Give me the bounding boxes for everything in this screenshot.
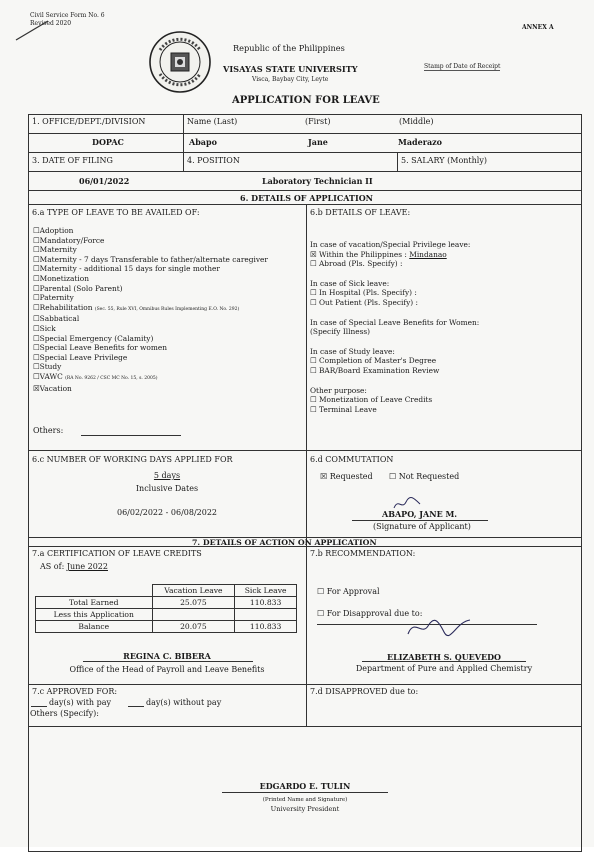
- certifier-office: Office of the Head of Payroll and Leave Benefits: [69, 665, 265, 674]
- leave-type-option[interactable]: ☐Sabbatical: [33, 314, 80, 324]
- leave-type-option-vacation[interactable]: ☒Vacation: [33, 383, 72, 393]
- leave-type-option[interactable]: ☐Special Emergency (Calamity): [33, 333, 154, 343]
- section-6-title: 6. DETAILS OF APPLICATION: [240, 193, 373, 203]
- table-row: Balance 20.075 110.833: [36, 621, 297, 633]
- leave-type-option[interactable]: ☐Monetization: [33, 273, 89, 283]
- monetization-option[interactable]: ☐ Monetization of Leave Credits: [310, 395, 433, 405]
- details-of-leave-label: 6.b DETAILS OF LEAVE:: [310, 208, 411, 217]
- disapproved-label: 7.d DISAPPROVED due to:: [310, 687, 419, 696]
- without-pay-input[interactable]: [128, 706, 144, 707]
- others-input-line[interactable]: [81, 435, 181, 436]
- with-pay-label: day(s) with pay: [49, 698, 112, 707]
- table-row: Total Earned 25.075 110.833: [36, 597, 297, 609]
- name-first-label: (First): [305, 117, 331, 126]
- within-philippines-option[interactable]: ☒ Within the Philippines : Mindanao: [310, 249, 447, 259]
- women-case-label: In case of Special Leave Benefits for Women:: [310, 317, 480, 327]
- working-days-value: 5 days: [153, 471, 181, 480]
- date-of-filing-label: 3. DATE OF FILING: [32, 156, 113, 165]
- table-row: Less this Application: [36, 609, 297, 621]
- with-pay-input[interactable]: [31, 706, 47, 707]
- position-value: Laboratory Technician II: [262, 176, 373, 186]
- bar-review-option[interactable]: ☐ BAR/Board Examination Review: [310, 365, 440, 375]
- applicant-name: ABAPO, JANE M.: [382, 509, 458, 519]
- terminal-leave-option[interactable]: ☐ Terminal Leave: [310, 404, 377, 414]
- leave-type-option[interactable]: ☐Paternity: [33, 293, 74, 303]
- leave-type-option[interactable]: ☐Study: [33, 362, 62, 372]
- president-title: University President: [270, 805, 340, 813]
- office-label: 1. OFFICE/DEPT./DIVISION: [32, 117, 146, 126]
- salary-label: 5. SALARY (Monthly): [401, 156, 487, 165]
- others-label: Others:: [33, 426, 64, 435]
- leave-type-option[interactable]: ☐Parental (Solo Parent): [33, 283, 123, 293]
- sick-case-label: In case of Sick leave:: [310, 278, 390, 288]
- president-caption: (Printed Name and Signature): [262, 797, 348, 803]
- recommender-name: ELIZABETH S. QUEVEDO: [387, 652, 501, 662]
- leave-credits-table: [35, 584, 297, 633]
- last-name-value: Abapo: [189, 137, 217, 147]
- col-sick-header: Sick Leave: [235, 585, 297, 597]
- leave-type-option[interactable]: ☐Mandatory/Force: [33, 235, 105, 245]
- leave-type-option-rehabilitation[interactable]: ☐Rehabilitation (Sec. 55, Rule XVI, Omnibus Rules Implementing E.O. No. 292): [33, 302, 240, 312]
- recommendation-label: 7.b RECOMMENDATION:: [310, 549, 416, 558]
- leave-type-list: [33, 226, 268, 393]
- working-days-label: 6.c NUMBER OF WORKING DAYS APPLIED FOR: [32, 455, 233, 464]
- leave-type-option[interactable]: ☐Maternity - 7 days Transferable to father/alternate caregiver: [33, 254, 268, 264]
- approved-for-label: 7.c APPROVED FOR:: [32, 687, 118, 696]
- form-revision: Revised 2020: [30, 20, 72, 27]
- commutation-requested[interactable]: ☒ Requested: [320, 472, 373, 481]
- certification-label: 7.a CERTIFICATION OF LEAVE CREDITS: [32, 549, 202, 558]
- as-of-value: June 2022: [66, 562, 108, 571]
- university-name: VISAYAS STATE UNIVERSITY: [223, 64, 358, 74]
- commutation-label: 6.d COMMUTATION: [310, 455, 394, 464]
- inclusive-dates-label: Inclusive Dates: [135, 484, 199, 493]
- section-7-title: 7. DETAILS OF ACTION ON APPLICATION: [192, 538, 377, 547]
- empty-corner-cell: [36, 585, 153, 597]
- leave-type-option-vawc[interactable]: ☐VAWC (RA No. 9262 / CSC MC No. 15, s. 2005): [33, 371, 158, 381]
- others-specify-label: Others (Specify):: [30, 709, 99, 718]
- republic-line: Republic of the Philippines: [233, 43, 345, 53]
- president-name: EDGARDO E. TULIN: [259, 781, 351, 791]
- leave-type-option[interactable]: ☐Adoption: [33, 226, 74, 235]
- university-seal-icon: [148, 30, 212, 94]
- leave-type-option[interactable]: ☐Sick: [33, 323, 56, 333]
- recommender-department: Department of Pure and Applied Chemistry: [355, 664, 533, 673]
- leave-type-option[interactable]: ☐Maternity: [33, 245, 77, 255]
- as-of-label: AS of: June 2022: [40, 562, 108, 571]
- first-name-value: Jane: [308, 137, 328, 147]
- date-of-filing-value: 06/01/2022: [79, 176, 130, 186]
- leave-type-option[interactable]: ☐Special Leave Benefits for women: [33, 343, 167, 353]
- form-frame: [28, 114, 582, 852]
- form-number: Civil Service Form No. 6: [30, 12, 105, 19]
- for-approval-option[interactable]: ☐ For Approval: [317, 587, 380, 596]
- name-middle-label: (Middle): [399, 117, 434, 126]
- col-vacation-header: Vacation Leave: [152, 585, 235, 597]
- other-purpose-label: Other purpose:: [310, 385, 367, 395]
- out-patient-option[interactable]: ☐ Out Patient (Pls. Specify) :: [310, 297, 418, 307]
- women-specify-label: (Specify Illness): [310, 327, 371, 337]
- recommender-signature-icon: [404, 616, 474, 642]
- applicant-signature-caption: (Signature of Applicant): [373, 522, 471, 531]
- details-list: [310, 240, 479, 414]
- position-label: 4. POSITION: [187, 156, 240, 165]
- in-hospital-option[interactable]: ☐ In Hospital (Pls. Specify) :: [310, 288, 417, 298]
- receipt-stamp-label: Stamp of Date of Receipt: [424, 63, 501, 70]
- name-last-label: Name (Last): [187, 117, 238, 126]
- leave-type-option[interactable]: ☐Special Leave Privilege: [33, 352, 128, 362]
- inclusive-dates-value: 06/02/2022 - 06/08/2022: [116, 508, 217, 517]
- table-header-row: [36, 585, 297, 597]
- leave-type-option[interactable]: ☐Maternity - additional 15 days for single mother: [33, 264, 220, 274]
- study-case-label: In case of Study leave:: [310, 346, 395, 356]
- commutation-not-requested[interactable]: ☐ Not Requested: [389, 472, 460, 481]
- within-philippines-value: Mindanao: [409, 249, 447, 259]
- vacation-case-label: In case of vacation/Special Privilege leave:: [310, 240, 471, 249]
- for-disapproval-option[interactable]: ☐ For Disapproval due to:: [317, 609, 423, 618]
- middle-name-value: Maderazo: [398, 137, 442, 147]
- abroad-option[interactable]: ☐ Abroad (Pls. Specify) :: [310, 259, 403, 269]
- annex-label: ANNEX A: [522, 24, 554, 31]
- without-pay-label: day(s) without pay: [146, 698, 222, 707]
- type-of-leave-label: 6.a TYPE OF LEAVE TO BE AVAILED OF:: [32, 208, 200, 217]
- university-address: Visca, Baybay City, Leyte: [252, 76, 329, 83]
- form-title: APPLICATION FOR LEAVE: [232, 95, 380, 106]
- office-value: DOPAC: [92, 137, 124, 147]
- pen-mark-icon: [14, 18, 50, 42]
- masters-option[interactable]: ☐ Completion of Master's Degree: [310, 356, 437, 366]
- certifier-name: REGINA C. BIBERA: [123, 651, 211, 661]
